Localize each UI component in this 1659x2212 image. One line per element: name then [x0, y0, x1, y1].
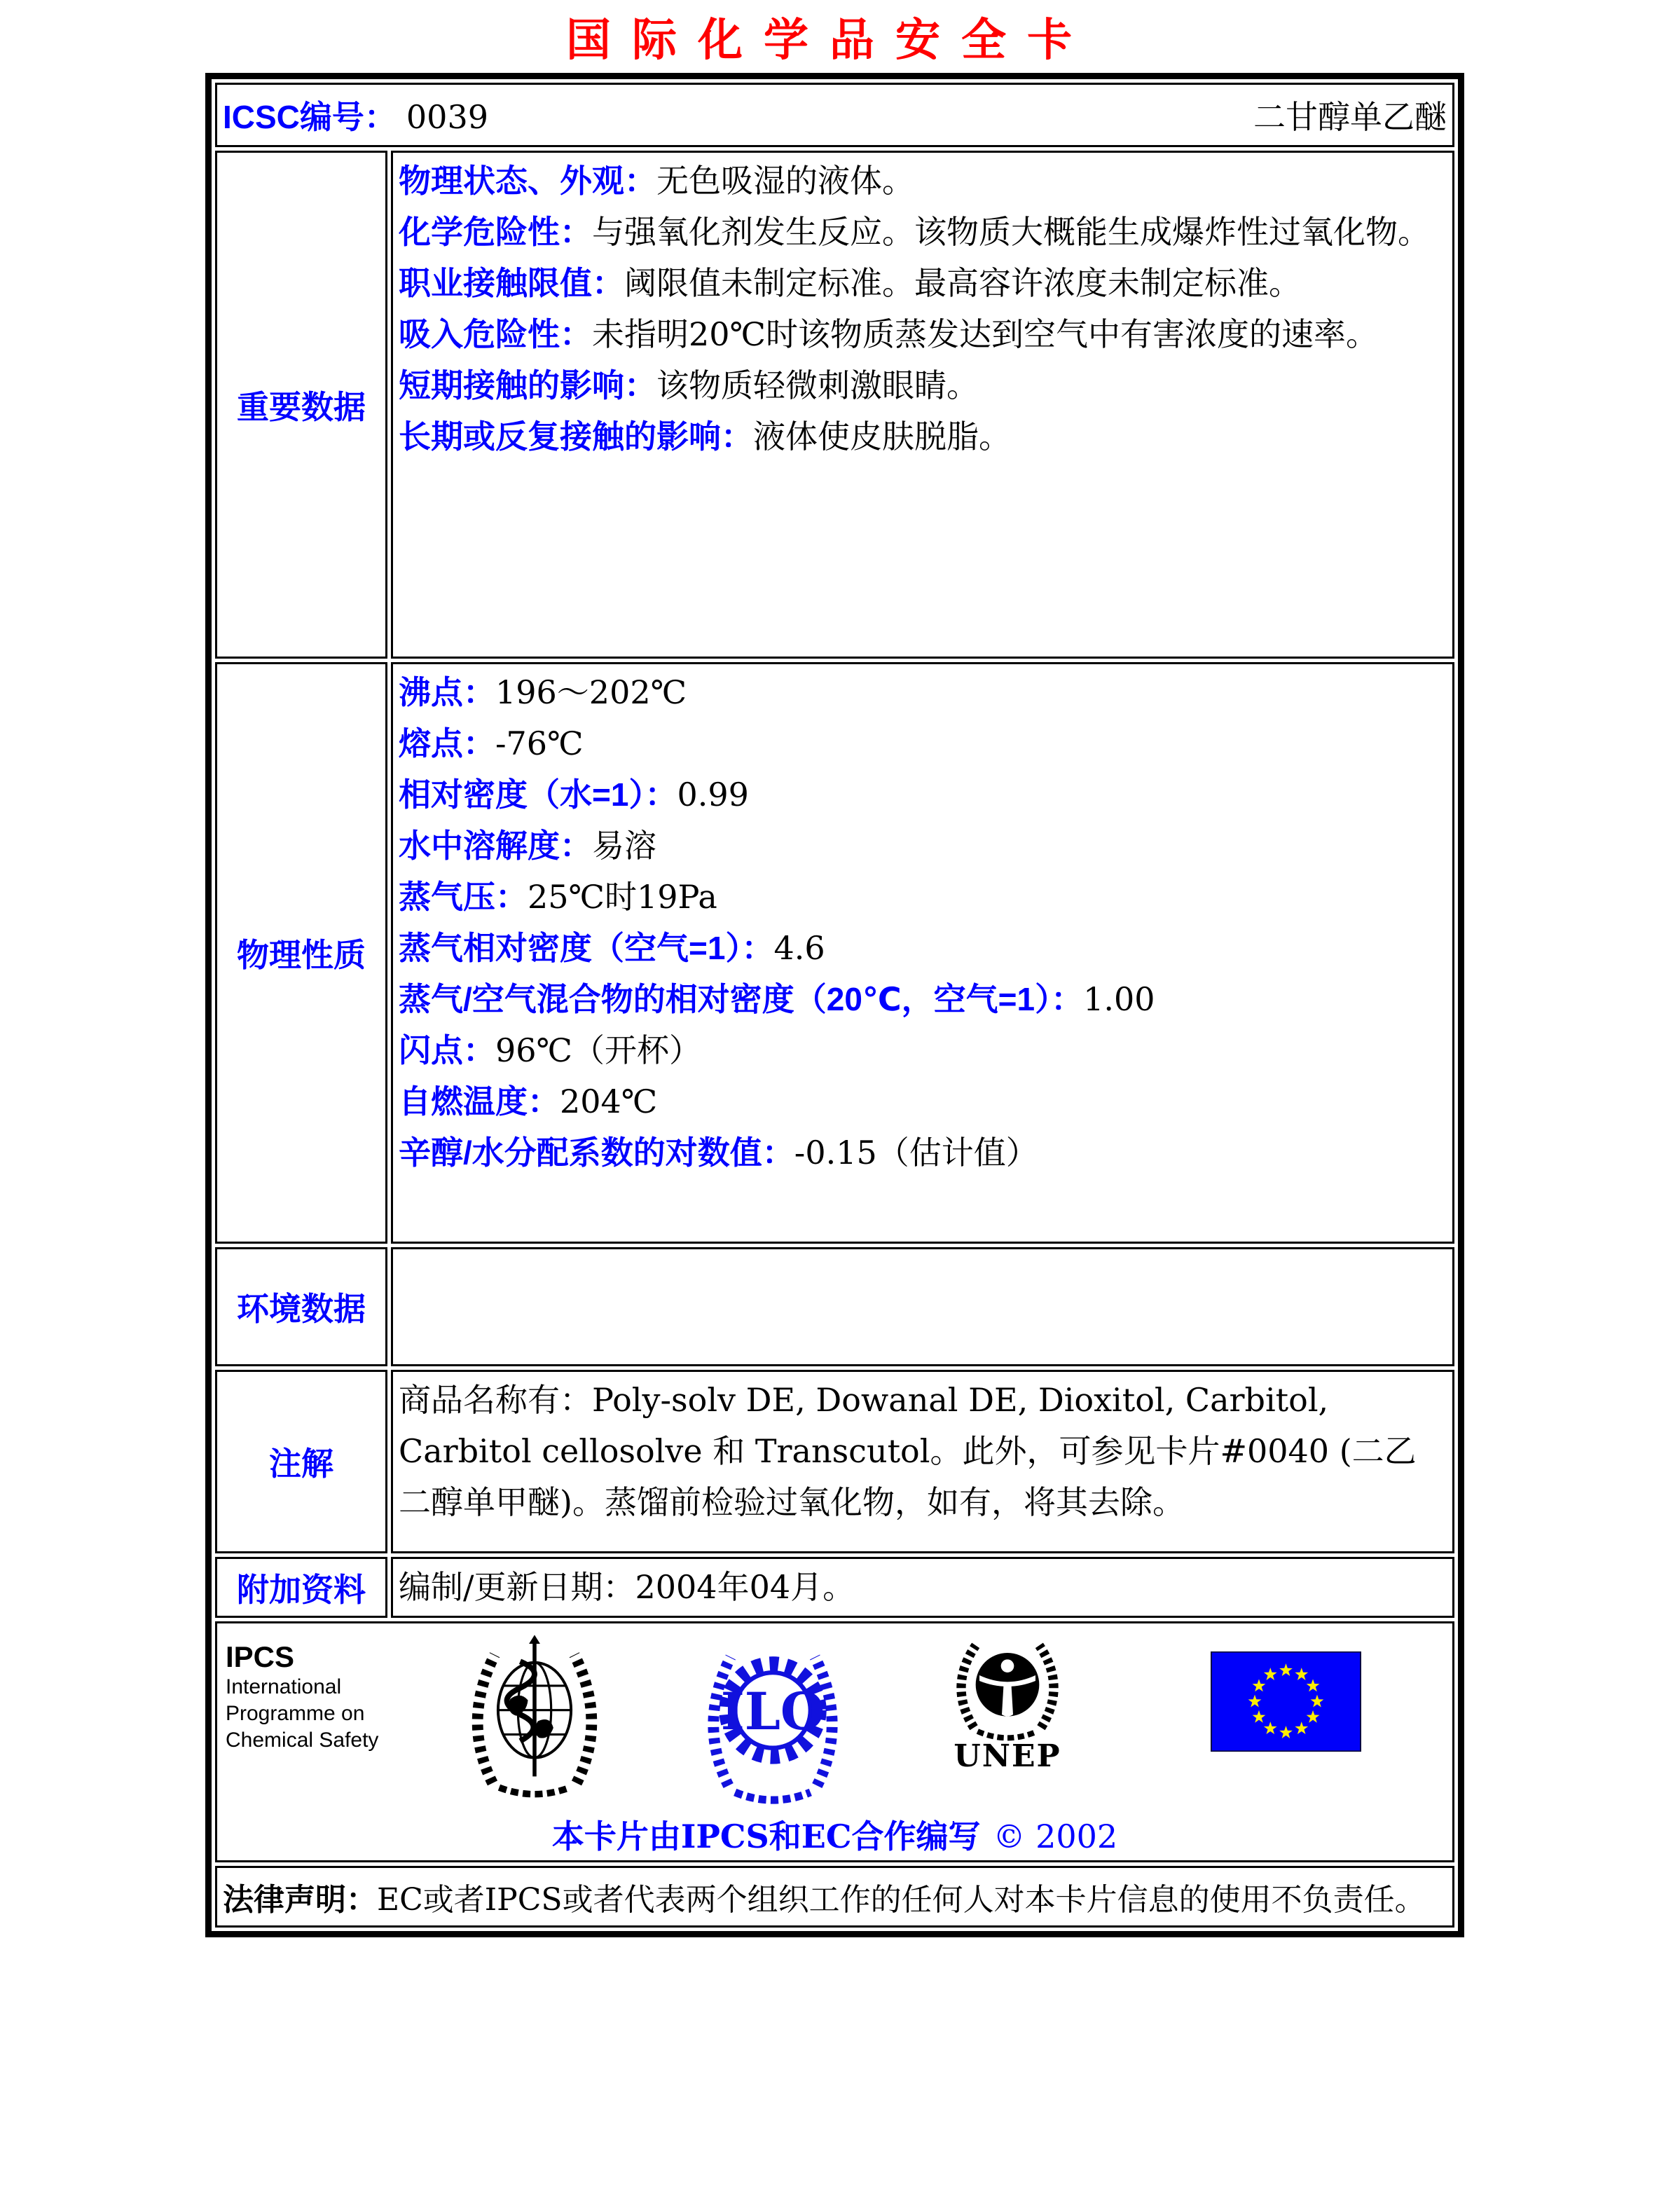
property-value: 1.00 — [1083, 980, 1155, 1018]
property-label: 短期接触的影响： — [399, 367, 656, 404]
ilo-logo-icon — [706, 1630, 839, 1808]
property-label: 化学危险性： — [399, 214, 592, 250]
property-line — [399, 923, 1447, 974]
property-label: 蒸气压： — [399, 879, 528, 915]
property-line — [399, 309, 1447, 360]
icsc-number-label: ICSC编号： — [223, 99, 397, 135]
property-label: 吸入危险性： — [399, 316, 592, 352]
property-label: 长期或反复接触的影响： — [399, 418, 753, 455]
property-label: 沸点： — [399, 674, 495, 710]
property-line — [399, 769, 1447, 820]
section-label-notes: 注解 — [215, 1370, 387, 1553]
property-line — [399, 207, 1447, 258]
property-label: 物理状态、外观： — [399, 163, 656, 199]
property-value: 未指明20℃时该物质蒸发达到空气中有害浓度的速率。 — [592, 315, 1378, 353]
icsc-number-group — [223, 92, 488, 138]
property-line — [399, 1076, 1447, 1127]
eu-flag-icon — [1211, 1630, 1361, 1754]
property-value: 与强氧化剂发生反应。该物质大概能生成爆炸性过氧化物。 — [592, 213, 1430, 251]
property-line — [399, 411, 1447, 462]
property-value: -0.15（估计值） — [794, 1134, 1038, 1172]
physical-properties-content — [391, 662, 1454, 1244]
organizations-footer — [215, 1621, 1454, 1862]
property-label: 闪点： — [399, 1032, 495, 1069]
property-line — [399, 667, 1447, 718]
property-line — [399, 258, 1447, 309]
property-value: 0.99 — [677, 776, 749, 813]
card-header-row — [215, 83, 1454, 147]
property-value: 无色吸湿的液体。 — [656, 162, 914, 200]
footer-caption — [223, 1811, 1447, 1857]
property-value: 液体使皮肤脱脂。 — [753, 418, 1011, 455]
legal-notice-label: 法律声明： — [223, 1883, 377, 1917]
property-value: -76℃ — [495, 724, 584, 762]
chemical-name: 二甘醇单乙醚 — [1253, 98, 1447, 136]
notes-content: 商品名称有：Poly-solv DE, Dowanal DE, Dioxitol, Carbitol, Carbitol cellosolve 和 Transcutol。此外，可参见卡片#0040 (二乙二醇单甲醚)。蒸馏前检验过氧化物，如有，将其去除。 — [391, 1370, 1454, 1553]
property-value: 易溶 — [592, 827, 656, 865]
property-line — [399, 872, 1447, 923]
section-label-important-data: 重要数据 — [215, 151, 387, 659]
caption-text: 本卡片由IPCS和EC合作编写 — [551, 1818, 981, 1855]
icsc-number-value: 0039 — [406, 98, 488, 136]
property-label: 职业接触限值： — [399, 265, 624, 301]
page-title: 国际化学品安全卡 — [566, 14, 1093, 67]
property-line — [399, 820, 1447, 872]
legal-notice-text: EC或者IPCS或者代表两个组织工作的任何人对本卡片信息的使用不负责任。 — [377, 1882, 1426, 1918]
legal-notice-row — [215, 1866, 1454, 1928]
ipcs-line2: Programme on — [226, 1702, 365, 1725]
svg-text:ILO: ILO — [720, 1682, 825, 1742]
unep-logo-icon — [944, 1630, 1071, 1772]
property-line — [399, 1025, 1447, 1076]
property-value: 196～202℃ — [495, 673, 687, 711]
section-label-physical-properties: 物理性质 — [215, 662, 387, 1244]
property-value: 204℃ — [560, 1083, 658, 1120]
property-value: 阈限值未制定标准。最高容许浓度未制定标准。 — [624, 264, 1301, 302]
property-line — [399, 360, 1447, 411]
property-label: 自燃温度： — [399, 1083, 560, 1120]
ipcs-line3: Chemical Safety — [226, 1729, 379, 1752]
property-label: 水中溶解度： — [399, 827, 592, 864]
property-label: 蒸气/空气混合物的相对密度（20℃，空气=1）： — [399, 981, 1084, 1017]
section-label-additional-information: 附加资料 — [215, 1557, 387, 1618]
ipcs-line1: International — [226, 1675, 342, 1698]
property-value: 4.6 — [773, 929, 825, 967]
property-line — [399, 156, 1447, 207]
property-line — [399, 974, 1447, 1025]
property-value: 该物质轻微刺激眼睛。 — [656, 366, 979, 404]
ipcs-text-block — [226, 1630, 422, 1754]
property-value: 25℃时19Pa — [528, 878, 717, 916]
property-line — [399, 718, 1447, 769]
environmental-data-content — [391, 1247, 1454, 1366]
section-label-environmental-data: 环境数据 — [215, 1247, 387, 1366]
property-value: 96℃（开杯） — [495, 1031, 701, 1069]
who-logo-icon — [468, 1630, 601, 1801]
additional-information-content: 编制/更新日期：2004年04月。 — [391, 1557, 1454, 1618]
property-line — [399, 1127, 1447, 1179]
property-label: 相对密度（水=1）： — [399, 776, 677, 813]
property-label: 熔点： — [399, 725, 495, 762]
ipcs-acronym: IPCS — [226, 1640, 295, 1673]
icsc-card-table — [205, 73, 1464, 1937]
property-label: 蒸气相对密度（空气=1）： — [399, 930, 774, 966]
copyright-text: © 2002 — [993, 1818, 1118, 1855]
property-label: 辛醇/水分配系数的对数值： — [399, 1134, 794, 1171]
unep-wordmark: UNEP — [954, 1738, 1061, 1774]
important-data-content — [391, 151, 1454, 659]
